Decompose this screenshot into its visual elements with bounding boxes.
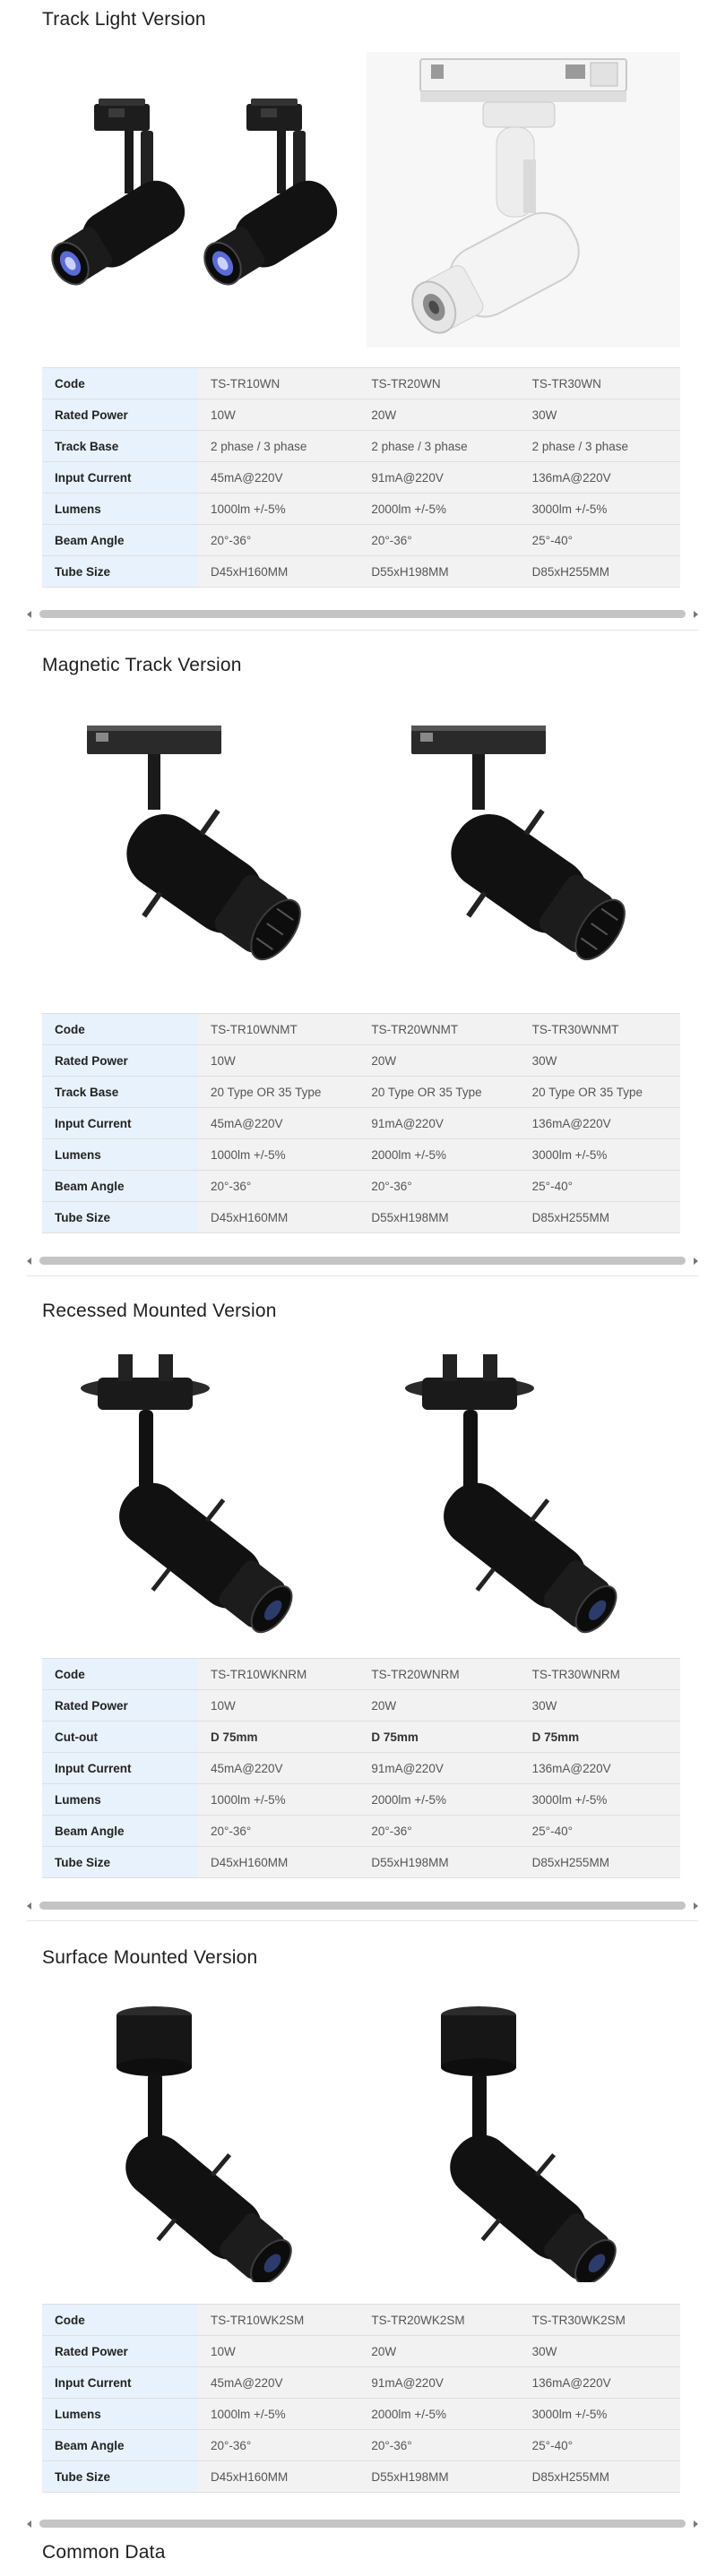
scroll-left-arrow-icon[interactable] bbox=[27, 1258, 31, 1265]
table-row bbox=[42, 2336, 680, 2367]
row-value: TS-TR10WK2SM bbox=[198, 2305, 358, 2336]
table-row bbox=[42, 2305, 680, 2336]
row-label: Lumens bbox=[42, 2399, 198, 2430]
row-value: 3000lm +/-5% bbox=[520, 2399, 680, 2430]
common-data-title: Common Data bbox=[42, 2542, 166, 2563]
row-value: 2 phase / 3 phase bbox=[358, 431, 519, 462]
scroll-right-arrow-icon[interactable] bbox=[694, 1258, 698, 1265]
table-row bbox=[42, 1014, 680, 1045]
spec-table bbox=[42, 1013, 680, 1233]
row-value: 91mA@220V bbox=[358, 1753, 519, 1784]
product-image-surface-b bbox=[367, 1996, 680, 2282]
spec-table bbox=[42, 2304, 680, 2493]
table-row bbox=[42, 1722, 680, 1753]
scrollbar-thumb[interactable] bbox=[39, 1257, 686, 1265]
row-value: 10W bbox=[198, 399, 358, 431]
row-value: TS-TR10WN bbox=[198, 368, 358, 399]
row-value: D55xH198MM bbox=[358, 1202, 519, 1233]
table-row bbox=[42, 556, 680, 588]
row-value: 136mA@220V bbox=[520, 462, 680, 494]
row-value: D 75mm bbox=[520, 1722, 680, 1753]
table-row bbox=[42, 2461, 680, 2493]
row-value: 2000lm +/-5% bbox=[358, 2399, 519, 2430]
product-image-white-track bbox=[367, 52, 680, 348]
product-image-recessed-a bbox=[42, 1342, 356, 1637]
table-row bbox=[42, 1045, 680, 1077]
row-value: 91mA@220V bbox=[358, 2367, 519, 2399]
table-row bbox=[42, 1816, 680, 1847]
table-row bbox=[42, 1753, 680, 1784]
row-value: 25°-40° bbox=[520, 525, 680, 556]
table-row bbox=[42, 431, 680, 462]
row-label: Beam Angle bbox=[42, 1171, 198, 1202]
row-value: 1000lm +/-5% bbox=[198, 2399, 358, 2430]
row-value: 20°-36° bbox=[358, 1171, 519, 1202]
row-value: 45mA@220V bbox=[198, 2367, 358, 2399]
row-label: Beam Angle bbox=[42, 525, 198, 556]
row-value: TS-TR30WN bbox=[520, 368, 680, 399]
row-value: 20W bbox=[358, 399, 519, 431]
row-value: D55xH198MM bbox=[358, 2461, 519, 2493]
row-value: TS-TR30WNRM bbox=[520, 1659, 680, 1690]
section-title: Surface Mounted Version bbox=[42, 1947, 258, 1968]
row-value: 10W bbox=[198, 1045, 358, 1077]
row-value: 45mA@220V bbox=[198, 1108, 358, 1139]
row-value: 2 phase / 3 phase bbox=[520, 431, 680, 462]
table-row bbox=[42, 368, 680, 399]
product-images bbox=[42, 700, 680, 992]
row-label: Tube Size bbox=[42, 1847, 198, 1878]
row-label: Rated Power bbox=[42, 399, 198, 431]
row-value: 20°-36° bbox=[358, 525, 519, 556]
row-value: TS-TR20WNMT bbox=[358, 1014, 519, 1045]
scroll-right-arrow-icon[interactable] bbox=[694, 2520, 698, 2528]
row-label: Input Current bbox=[42, 2367, 198, 2399]
row-value: 3000lm +/-5% bbox=[520, 1784, 680, 1816]
row-label: Tube Size bbox=[42, 2461, 198, 2493]
table-row bbox=[42, 1108, 680, 1139]
row-label: Input Current bbox=[42, 1753, 198, 1784]
table-scrollbar[interactable] bbox=[27, 2519, 698, 2529]
row-label: Code bbox=[42, 1659, 198, 1690]
table-row bbox=[42, 525, 680, 556]
row-value: D85xH255MM bbox=[520, 2461, 680, 2493]
product-image-magnetic-b bbox=[367, 700, 680, 992]
product-image-surface-a bbox=[42, 1996, 356, 2282]
row-value: D85xH255MM bbox=[520, 1202, 680, 1233]
scrollbar-thumb[interactable] bbox=[39, 2520, 686, 2528]
row-label: Input Current bbox=[42, 462, 198, 494]
scroll-left-arrow-icon[interactable] bbox=[27, 1902, 31, 1910]
row-value: D55xH198MM bbox=[358, 556, 519, 588]
row-value: 136mA@220V bbox=[520, 2367, 680, 2399]
scrollbar-thumb[interactable] bbox=[39, 610, 686, 618]
table-row bbox=[42, 399, 680, 431]
table-row bbox=[42, 462, 680, 494]
table-scrollbar[interactable] bbox=[27, 1901, 698, 1911]
row-value: 20°-36° bbox=[198, 1171, 358, 1202]
row-label: Tube Size bbox=[42, 1202, 198, 1233]
row-value: 20°-36° bbox=[358, 1816, 519, 1847]
table-row bbox=[42, 2399, 680, 2430]
row-value: 136mA@220V bbox=[520, 1108, 680, 1139]
scroll-right-arrow-icon[interactable] bbox=[694, 1902, 698, 1910]
row-value: TS-TR20WN bbox=[358, 368, 519, 399]
table-row bbox=[42, 2367, 680, 2399]
row-value: 20 Type OR 35 Type bbox=[358, 1077, 519, 1108]
scrollbar-thumb[interactable] bbox=[39, 1902, 686, 1910]
row-label: Tube Size bbox=[42, 556, 198, 588]
row-value: 10W bbox=[198, 2336, 358, 2367]
row-value: 1000lm +/-5% bbox=[198, 494, 358, 525]
section-surface bbox=[0, 1935, 725, 2535]
row-value: D85xH255MM bbox=[520, 556, 680, 588]
row-value: D 75mm bbox=[198, 1722, 358, 1753]
row-value: 136mA@220V bbox=[520, 1753, 680, 1784]
row-label: Rated Power bbox=[42, 2336, 198, 2367]
row-value: TS-TR30WK2SM bbox=[520, 2305, 680, 2336]
table-row bbox=[42, 1202, 680, 1233]
row-label: Rated Power bbox=[42, 1690, 198, 1722]
table-row bbox=[42, 1690, 680, 1722]
row-value: 25°-40° bbox=[520, 2430, 680, 2461]
product-image-black-track bbox=[42, 52, 356, 348]
row-value: 2000lm +/-5% bbox=[358, 494, 519, 525]
row-value: 30W bbox=[520, 2336, 680, 2367]
row-value: 1000lm +/-5% bbox=[198, 1139, 358, 1171]
row-value: TS-TR20WNRM bbox=[358, 1659, 519, 1690]
row-value: D45xH160MM bbox=[198, 1202, 358, 1233]
row-value: 20W bbox=[358, 2336, 519, 2367]
row-value: 30W bbox=[520, 399, 680, 431]
row-label: Code bbox=[42, 2305, 198, 2336]
row-value: 20 Type OR 35 Type bbox=[198, 1077, 358, 1108]
row-label: Beam Angle bbox=[42, 2430, 198, 2461]
row-label: Code bbox=[42, 1014, 198, 1045]
section-divider bbox=[27, 1920, 698, 1921]
row-value: TS-TR10WNMT bbox=[198, 1014, 358, 1045]
row-value: TS-TR30WNMT bbox=[520, 1014, 680, 1045]
row-value: 25°-40° bbox=[520, 1816, 680, 1847]
product-images bbox=[42, 1996, 680, 2282]
product-image-recessed-b bbox=[367, 1342, 680, 1637]
section-title: Recessed Mounted Version bbox=[42, 1301, 277, 1321]
table-row bbox=[42, 1077, 680, 1108]
row-value: 20°-36° bbox=[198, 525, 358, 556]
row-value: 25°-40° bbox=[520, 1171, 680, 1202]
row-value: 30W bbox=[520, 1045, 680, 1077]
row-value: 2000lm +/-5% bbox=[358, 1139, 519, 1171]
row-label: Input Current bbox=[42, 1108, 198, 1139]
table-row bbox=[42, 1659, 680, 1690]
row-value: 20W bbox=[358, 1690, 519, 1722]
table-row bbox=[42, 2430, 680, 2461]
row-label: Lumens bbox=[42, 494, 198, 525]
row-label: Beam Angle bbox=[42, 1816, 198, 1847]
product-image-magnetic-a bbox=[42, 700, 356, 992]
row-value: 20W bbox=[358, 1045, 519, 1077]
row-value: D85xH255MM bbox=[520, 1847, 680, 1878]
row-label: Lumens bbox=[42, 1139, 198, 1171]
spec-table bbox=[42, 1658, 680, 1878]
table-row bbox=[42, 1171, 680, 1202]
product-images bbox=[42, 52, 680, 348]
row-value: TS-TR20WK2SM bbox=[358, 2305, 519, 2336]
row-value: 2000lm +/-5% bbox=[358, 1784, 519, 1816]
row-label: Track Base bbox=[42, 1077, 198, 1108]
section-track-light bbox=[0, 0, 725, 645]
row-value: 45mA@220V bbox=[198, 462, 358, 494]
row-value: 45mA@220V bbox=[198, 1753, 358, 1784]
row-value: 20°-36° bbox=[198, 2430, 358, 2461]
row-value: D 75mm bbox=[358, 1722, 519, 1753]
section-recessed bbox=[0, 1290, 725, 1935]
spec-table bbox=[42, 367, 680, 588]
row-value: D45xH160MM bbox=[198, 1847, 358, 1878]
row-value: TS-TR10WKNRM bbox=[198, 1659, 358, 1690]
row-value: 91mA@220V bbox=[358, 1108, 519, 1139]
section-title: Track Light Version bbox=[42, 9, 206, 30]
row-value: D45xH160MM bbox=[198, 556, 358, 588]
table-scrollbar[interactable] bbox=[27, 1256, 698, 1267]
table-row bbox=[42, 494, 680, 525]
row-value: 20°-36° bbox=[358, 2430, 519, 2461]
row-label: Code bbox=[42, 368, 198, 399]
row-value: 3000lm +/-5% bbox=[520, 494, 680, 525]
row-value: 10W bbox=[198, 1690, 358, 1722]
table-row bbox=[42, 1139, 680, 1171]
scroll-left-arrow-icon[interactable] bbox=[27, 2520, 31, 2528]
table-scrollbar[interactable] bbox=[27, 609, 698, 620]
row-value: 91mA@220V bbox=[358, 462, 519, 494]
row-value: D45xH160MM bbox=[198, 2461, 358, 2493]
row-label: Lumens bbox=[42, 1784, 198, 1816]
row-value: 3000lm +/-5% bbox=[520, 1139, 680, 1171]
scroll-left-arrow-icon[interactable] bbox=[27, 611, 31, 618]
scroll-right-arrow-icon[interactable] bbox=[694, 611, 698, 618]
row-value: D55xH198MM bbox=[358, 1847, 519, 1878]
row-value: 1000lm +/-5% bbox=[198, 1784, 358, 1816]
product-images bbox=[42, 1342, 680, 1637]
row-value: 20 Type OR 35 Type bbox=[520, 1077, 680, 1108]
section-magnetic-track bbox=[0, 645, 725, 1290]
section-divider bbox=[27, 1275, 698, 1276]
section-divider bbox=[27, 630, 698, 631]
row-value: 30W bbox=[520, 1690, 680, 1722]
table-row bbox=[42, 1784, 680, 1816]
section-title: Magnetic Track Version bbox=[42, 655, 242, 675]
table-row bbox=[42, 1847, 680, 1878]
row-label: Track Base bbox=[42, 431, 198, 462]
row-value: 20°-36° bbox=[198, 1816, 358, 1847]
row-label: Rated Power bbox=[42, 1045, 198, 1077]
row-value: 2 phase / 3 phase bbox=[198, 431, 358, 462]
row-label: Cut-out bbox=[42, 1722, 198, 1753]
